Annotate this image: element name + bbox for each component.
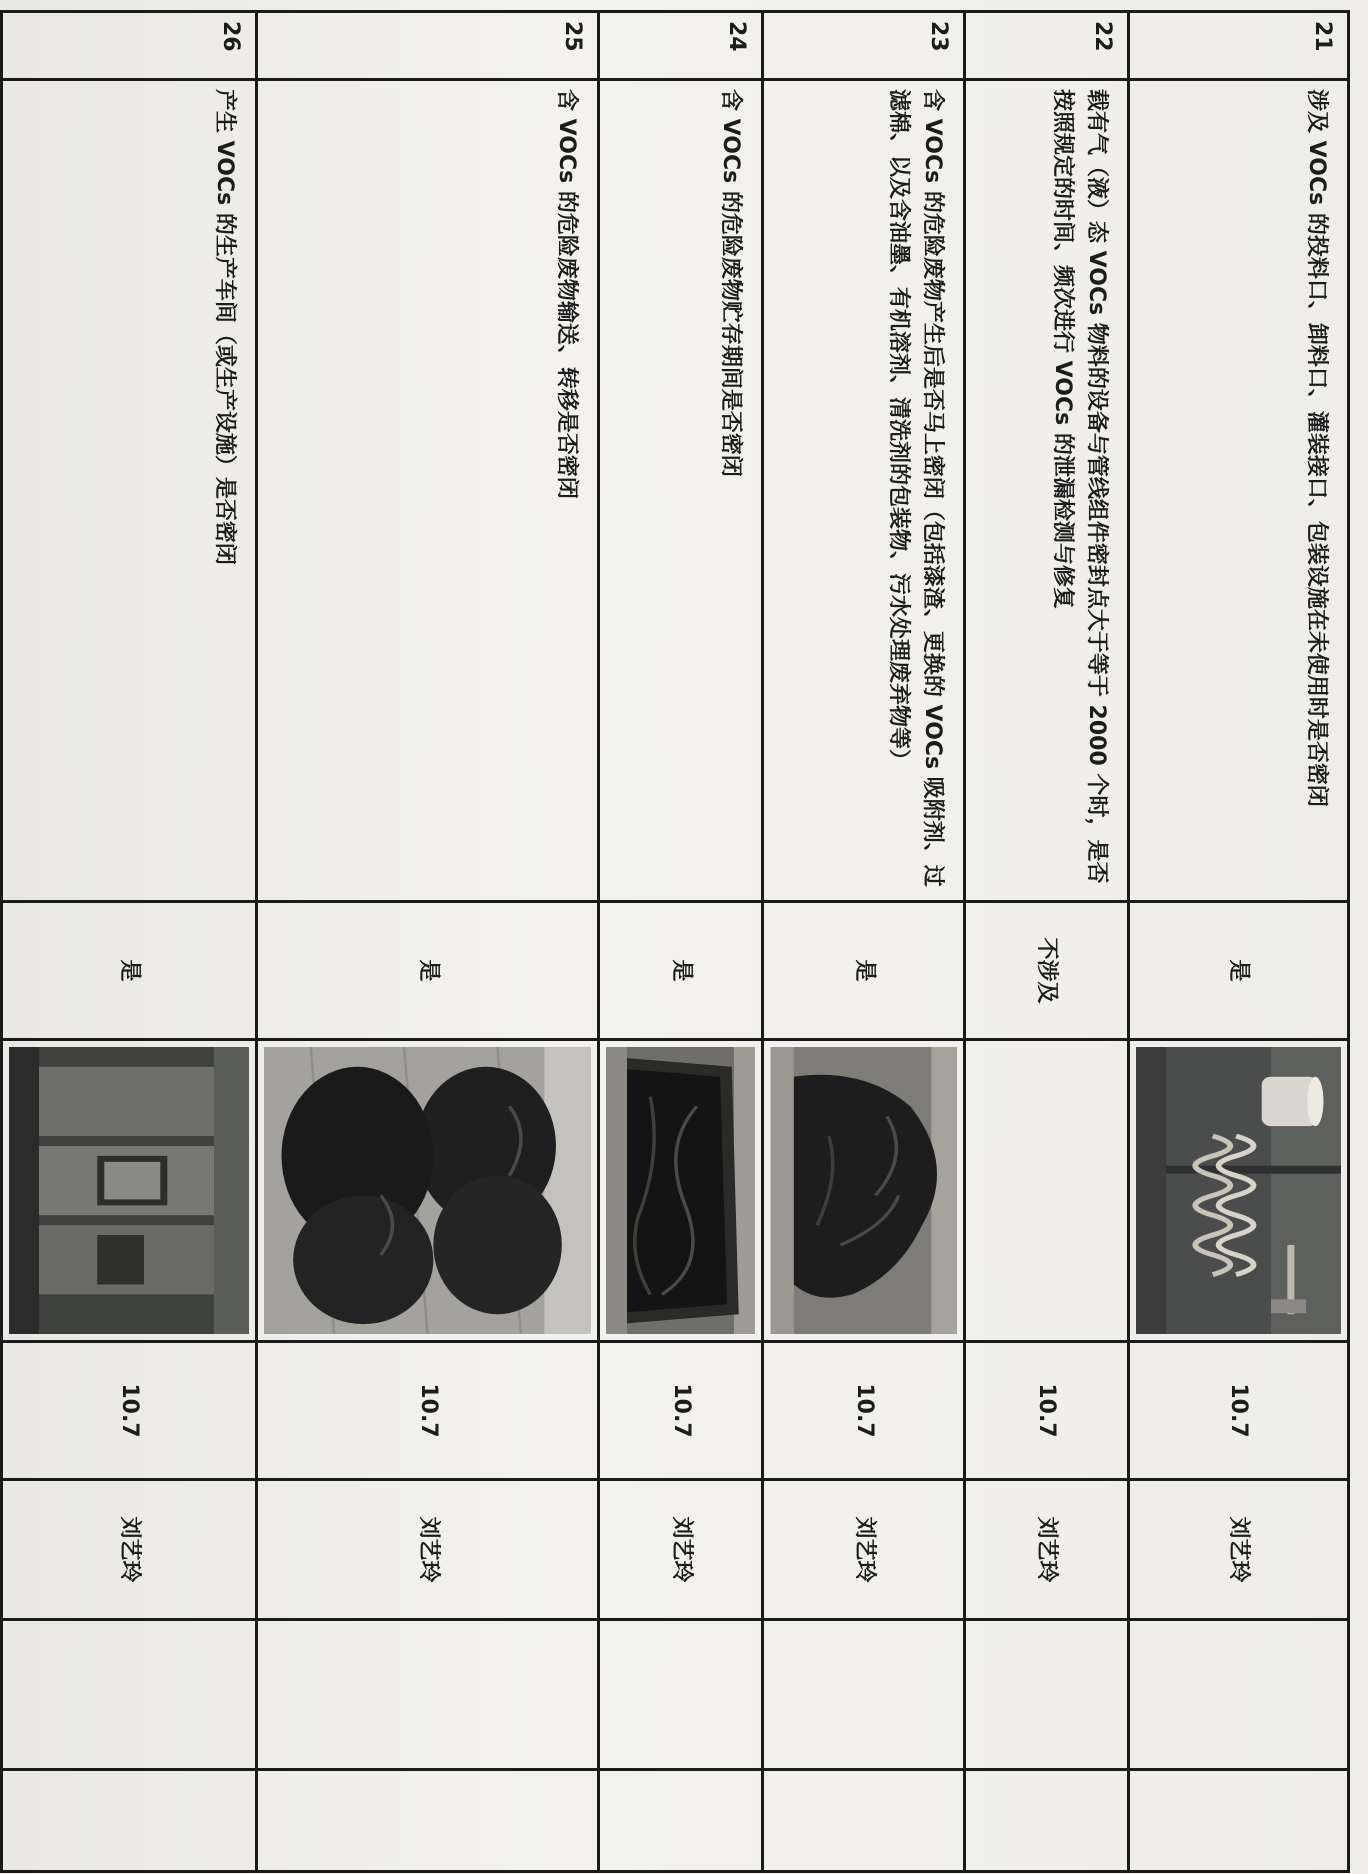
empty-cell — [964, 1620, 1128, 1770]
check-date: 10.7 — [1128, 1342, 1348, 1480]
check-result: 是 — [2, 902, 257, 1040]
empty-cell — [257, 1620, 599, 1770]
row-number: 23 — [763, 12, 964, 80]
photo-cell — [2, 1040, 257, 1342]
empty-cell — [257, 1770, 599, 1872]
check-date: 10.7 — [964, 1342, 1128, 1480]
inspector-name: 刘艺玲 — [2, 1480, 257, 1620]
check-date: 10.7 — [599, 1342, 763, 1480]
empty-cell — [2, 1770, 257, 1872]
check-item: 含 VOCs 的危险废物产生后是否马上密闭（包括漆渣、更换的 VOCs 吸附剂、过滤棉、以及含油墨、有机溶剂、清洗剂的包装物、污水处理废弃物等） — [763, 80, 964, 902]
empty-cell — [1128, 1770, 1348, 1872]
empty-cell — [599, 1620, 763, 1770]
table-row — [257, 12, 599, 1872]
table-row — [2, 12, 257, 1872]
check-item: 涉及 VOCs 的投料口、卸料口、灌装接口、包装设施在未使用时是否密闭 — [1128, 80, 1348, 902]
photo-cell — [964, 1040, 1128, 1342]
waste-storage-bin-photo — [606, 1047, 755, 1334]
row-number: 24 — [599, 12, 763, 80]
table-row — [763, 12, 964, 1872]
empty-cell — [763, 1620, 964, 1770]
check-item: 含 VOCs 的危险废物贮存期间是否密闭 — [599, 80, 763, 902]
check-result: 是 — [1128, 902, 1348, 1040]
row-number: 22 — [964, 12, 1128, 80]
inspector-name: 刘艺玲 — [964, 1480, 1128, 1620]
inspector-name: 刘艺玲 — [257, 1480, 599, 1620]
waste-bags-transfer-photo — [264, 1047, 591, 1334]
empty-cell — [1128, 1620, 1348, 1770]
spray-nozzle-hose-photo — [1136, 1047, 1341, 1334]
vocs-inspection-table — [0, 10, 1350, 1873]
photo-cell — [257, 1040, 599, 1342]
enclosed-workshop-photo — [9, 1047, 249, 1334]
empty-cell — [964, 1770, 1128, 1872]
inspector-name: 刘艺玲 — [763, 1480, 964, 1620]
row-number: 26 — [2, 12, 257, 80]
table-row — [599, 12, 763, 1872]
photo-cell — [763, 1040, 964, 1342]
inspector-name: 刘艺玲 — [599, 1480, 763, 1620]
check-date: 10.7 — [2, 1342, 257, 1480]
check-date: 10.7 — [257, 1342, 599, 1480]
table-row — [1128, 12, 1348, 1872]
photo-cell — [1128, 1040, 1348, 1342]
check-item: 含 VOCs 的危险废物输送、转移是否密闭 — [257, 80, 599, 902]
row-number: 21 — [1128, 12, 1348, 80]
sealed-waste-bag-photo — [770, 1047, 956, 1334]
empty-cell — [599, 1770, 763, 1872]
check-item: 载有气（液）态 VOCs 物料的设备与管线组件密封点大于等于 2000 个时，是否按照规定的时间、频次进行 VOCs 的泄漏检测与修复 — [964, 80, 1128, 902]
empty-cell — [2, 1620, 257, 1770]
empty-cell — [763, 1770, 964, 1872]
check-result: 是 — [763, 902, 964, 1040]
check-result: 不涉及 — [964, 902, 1128, 1040]
table-row — [964, 12, 1128, 1872]
photo-cell — [599, 1040, 763, 1342]
row-number: 25 — [257, 12, 599, 80]
inspector-name: 刘艺玲 — [1128, 1480, 1348, 1620]
check-result: 是 — [599, 902, 763, 1040]
check-date: 10.7 — [763, 1342, 964, 1480]
check-result: 是 — [257, 902, 599, 1040]
check-item: 产生 VOCs 的生产车间（或生产设施）是否密闭 — [2, 80, 257, 902]
